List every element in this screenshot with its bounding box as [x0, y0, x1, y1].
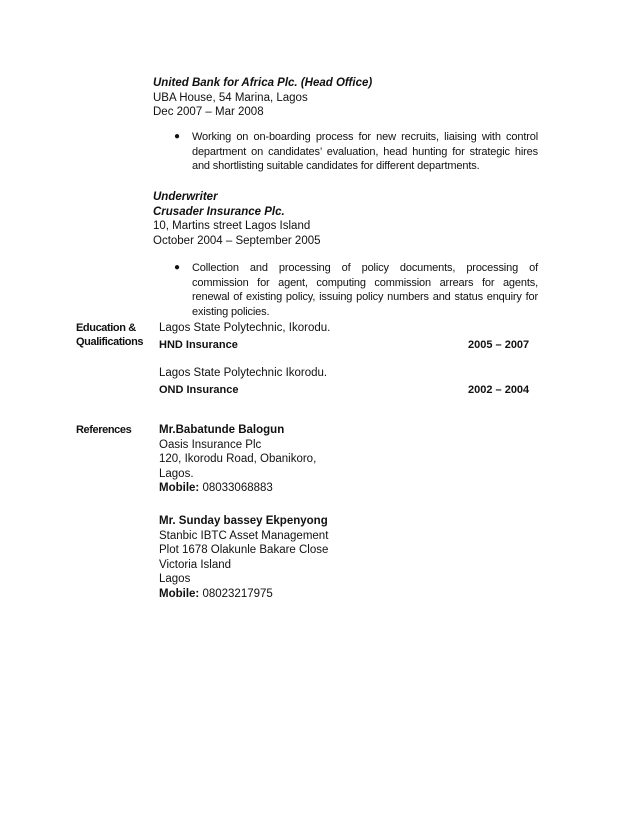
education-qualification-2: OND Insurance [159, 384, 239, 396]
job-dates: Dec 2007 – Mar 2008 [153, 106, 264, 118]
reference-line: Victoria Island [159, 558, 232, 571]
bullet-icon: ● [174, 262, 181, 273]
bullet-icon: ● [174, 131, 181, 142]
job-address: 10, Martins street Lagos Island [153, 220, 311, 232]
reference-line: 120, Ikorodu Road, Obanikoro, [159, 453, 317, 465]
job-dates: October 2004 – September 2005 [153, 234, 321, 247]
education-heading-line2: Qualifications [76, 336, 144, 348]
reference-mobile [159, 481, 316, 496]
reference-1 [159, 423, 316, 496]
education-heading [76, 321, 143, 349]
education-qualification-1: HND Insurance [159, 339, 238, 351]
mobile-number: 08023217975 [202, 587, 273, 600]
reference-line: Stanbic IBTC Asset Management [159, 529, 329, 542]
reference-line: Oasis Insurance Plc [159, 438, 262, 451]
job-company: United Bank for Africa Plc. (Head Office) [153, 77, 373, 89]
job-address: UBA House, 54 Marina, Lagos [153, 91, 308, 104]
reference-mobile [159, 587, 328, 602]
mobile-number: 08033068883 [202, 482, 273, 494]
references-heading: References [76, 424, 132, 436]
education-school-2: Lagos State Polytechnic Ikorodu. [159, 367, 328, 379]
job-bullet-text: Working on on-boarding process for new recruits, liaising with control department on candidates’ evaluation, head hunting for strategic hires and shortlisting suitable candidates for different departments. [192, 131, 538, 172]
job-crusader [153, 190, 321, 248]
job-company: Crusader Insurance Plc. [153, 205, 285, 218]
reference-name: Mr.Babatunde Balogun [159, 424, 285, 436]
job-bullet-text: Collection and processing of policy documents, processing of commission for agent, computing commission arrears for agents, renewal of existing policy, issuing policy numbers and status enquiry for existing policies. [192, 262, 538, 318]
reference-name: Mr. Sunday bassey Ekpenyong [159, 515, 328, 527]
reference-line: Lagos [159, 573, 191, 585]
education-years-1: 2005 – 2007 [468, 339, 530, 351]
job-role: Underwriter [153, 191, 218, 203]
mobile-label: Mobile: [159, 482, 200, 494]
education-heading-line1: Education & [76, 322, 136, 334]
reference-line: Lagos. [159, 467, 194, 480]
education-years-2: 2002 – 2004 [468, 384, 530, 396]
reference-line: Plot 1678 Olakunle Bakare Close [159, 544, 329, 556]
job-uba [153, 76, 372, 120]
reference-2 [159, 514, 328, 601]
education-school-1: Lagos State Polytechnic, Ikorodu. [159, 322, 331, 334]
mobile-label: Mobile: [159, 587, 200, 600]
